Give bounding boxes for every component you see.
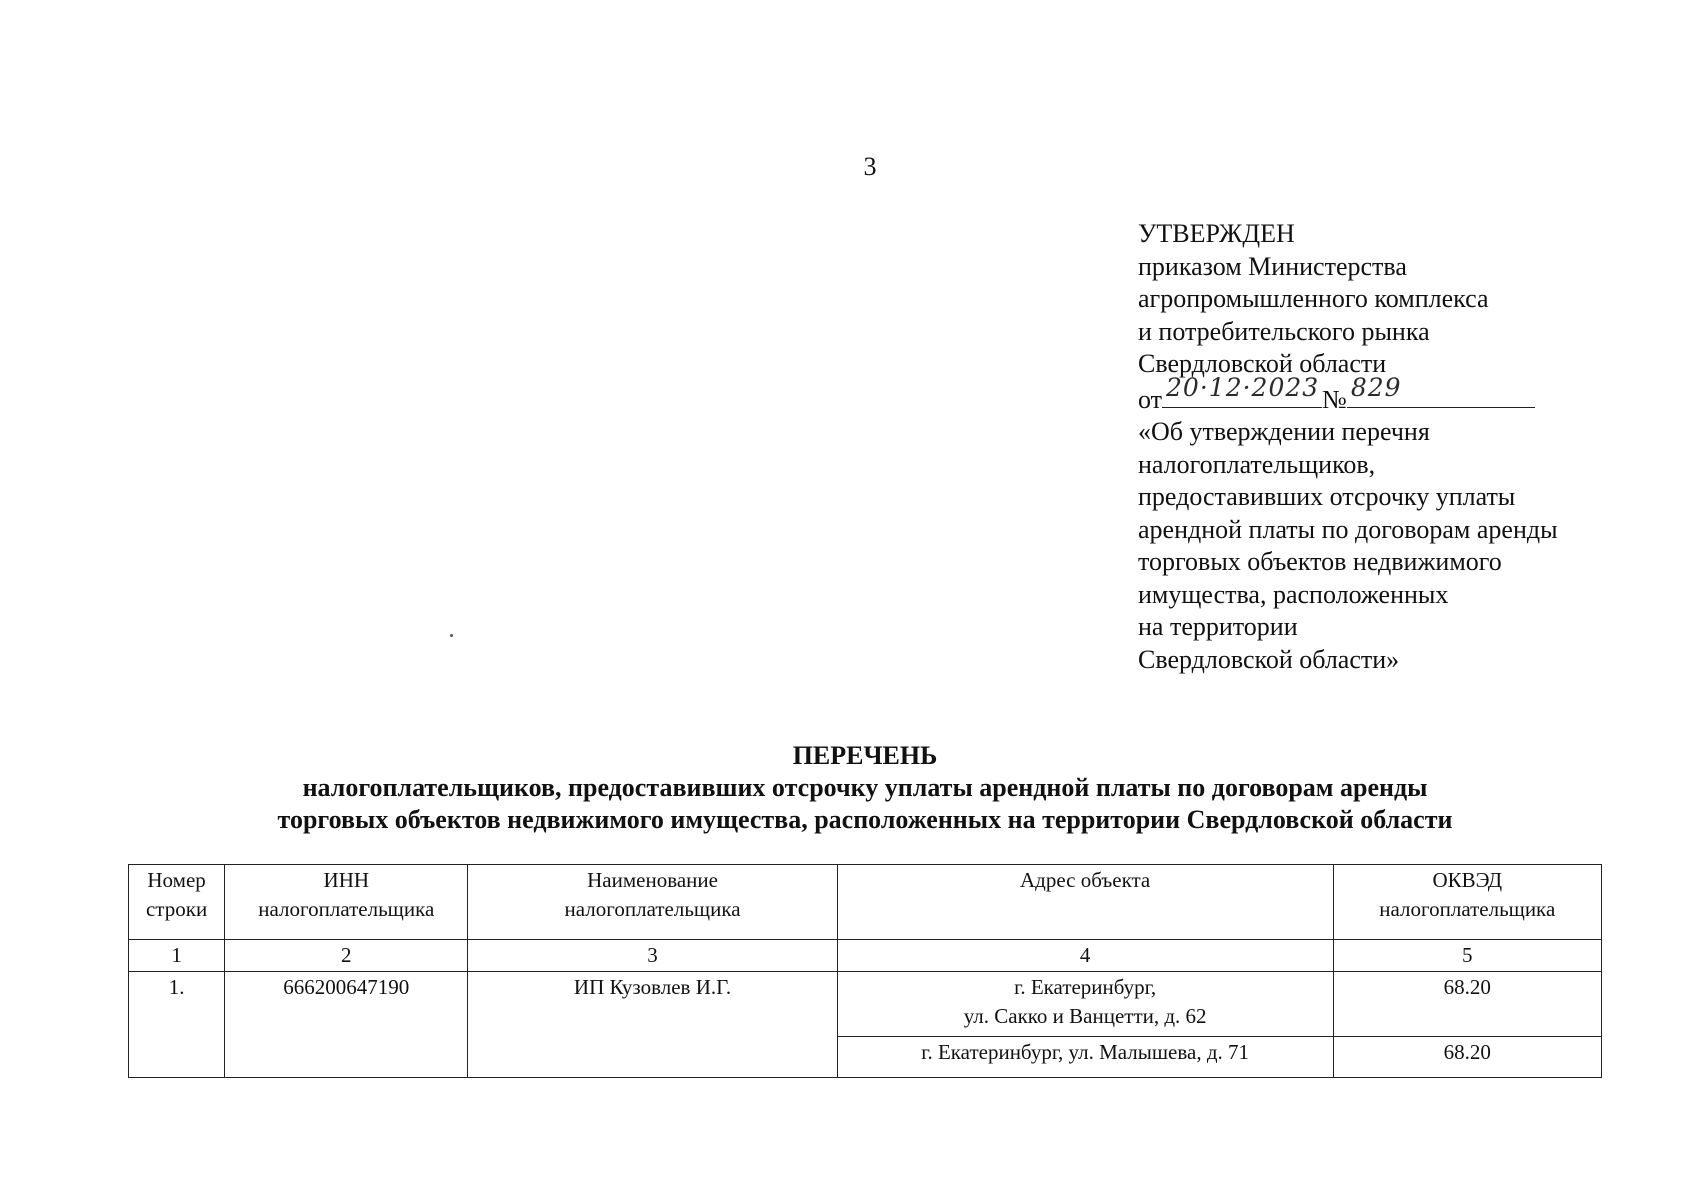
header-row-number: Номер строки	[129, 865, 225, 940]
approval-line: агропромышленного комплекса	[1138, 284, 1489, 313]
column-number-row	[129, 940, 1602, 972]
column-number: 5	[1333, 940, 1601, 972]
column-number: 3	[468, 940, 837, 972]
document-title	[0, 740, 1697, 836]
handwritten-date: 20·12·2023	[1166, 373, 1320, 402]
header-inn: ИНН налогоплательщика	[225, 865, 468, 940]
title-heading: ПЕРЕЧЕНЬ	[792, 741, 938, 770]
address-cell: г. Екатеринбург, ул. Малышева, д. 71	[837, 1037, 1333, 1078]
table-header-row	[129, 865, 1602, 940]
subject-line: арендной платы по договорам аренды	[1138, 514, 1558, 544]
order-date-line	[1138, 373, 1658, 417]
inn-cell: 666200647190	[225, 972, 468, 1078]
subject-line: предоставивших отсрочку уплаты	[1138, 482, 1516, 511]
approval-line: и потребительского рынка	[1138, 316, 1430, 346]
date-prefix: от	[1138, 384, 1163, 414]
page-number: 3	[863, 152, 877, 181]
subject-line: торговых объектов недвижимого	[1138, 547, 1502, 576]
subject-line: Свердловской области»	[1138, 644, 1400, 674]
column-number: 1	[129, 940, 225, 972]
taxpayer-name-cell: ИП Кузовлев И.Г.	[468, 972, 837, 1078]
approval-line: Свердловской области	[1138, 349, 1387, 378]
subject-line: имущества, расположенных	[1138, 579, 1449, 609]
number-field	[1347, 373, 1535, 408]
table-row	[129, 972, 1602, 1037]
approval-heading: УТВЕРЖДЕН	[1138, 219, 1295, 248]
header-name: Наименование налогоплательщика	[468, 865, 837, 940]
title-line-1: налогоплательщиков, предоставивших отсрочку уплаты арендной платы по договорам аренды	[302, 773, 1428, 802]
handwritten-number: 829	[1350, 373, 1402, 402]
approval-block	[1138, 218, 1658, 676]
approval-line: приказом Министерства	[1138, 251, 1407, 281]
header-okved: ОКВЭД налогоплательщика	[1333, 865, 1601, 940]
address-cell: г. Екатеринбург, ул. Сакко и Ванцетти, д. 62	[837, 972, 1333, 1037]
number-sign: №	[1322, 384, 1347, 414]
subject-line: «Об утверждении перечня	[1138, 417, 1430, 446]
column-number: 4	[837, 940, 1333, 972]
subject-line: на территории	[1138, 612, 1298, 641]
taxpayer-table	[128, 864, 1602, 1078]
column-number: 2	[225, 940, 468, 972]
subject-line: налогоплательщиков,	[1138, 449, 1376, 479]
date-field	[1162, 373, 1322, 408]
okved-cell: 68.20	[1333, 1037, 1601, 1078]
row-number-cell: 1.	[129, 972, 225, 1078]
title-line-2: торговых объектов недвижимого имущества, расположенных на территории Свердловской области	[277, 805, 1453, 834]
okved-cell: 68.20	[1333, 972, 1601, 1037]
scan-speck	[450, 634, 453, 637]
header-address: Адрес объекта	[837, 865, 1333, 940]
